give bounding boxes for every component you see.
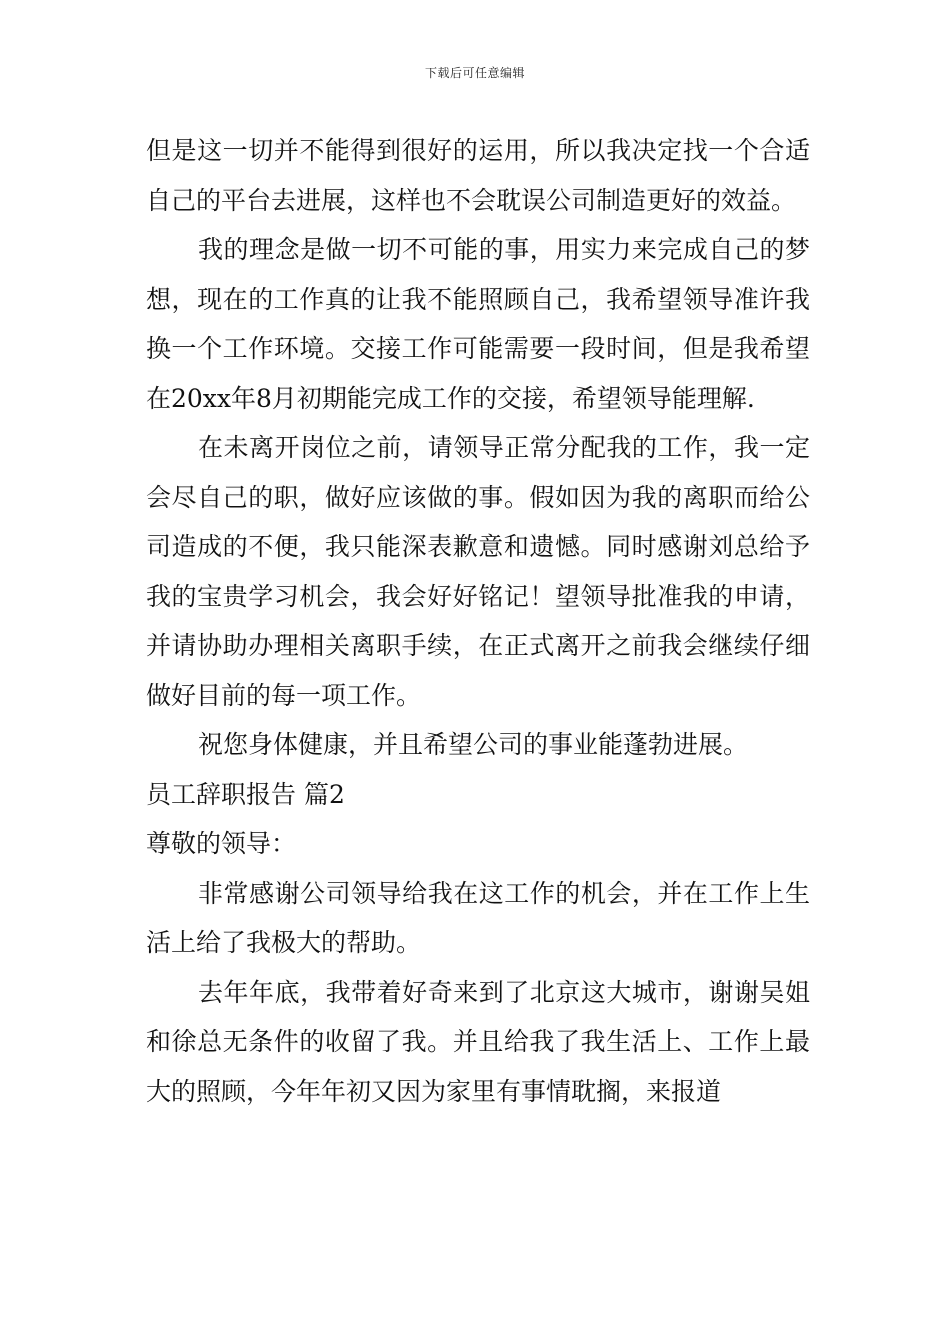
header-note: 下载后可任意编辑 [424, 66, 525, 80]
paragraph-1: 但是这一切并不能得到很好的运用，所以我决定找一个合适自己的平台去进展，这样也不会耽误公司制造更好的效益。 [146, 136, 810, 215]
paragraph-6: 去年年底，我带着好奇来到了北京这大城市，谢谢吴姐和徐总无条件的收留了我。并且给我了我生活上、工作上最大的照顾，今年年初又因为家里有事情耽搁，来报道 [146, 977, 810, 1106]
section-title: 员工辞职报告 篇2 [146, 779, 345, 809]
paragraph-3: 在未离开岗位之前，请领导正常分配我的工作，我一定会尽自己的职，做好应该做的事。假如因为我的离职而给公司造成的不便，我只能深表歉意和遗憾。同时感谢刘总给予我的宝贵学习机会，我会好好铭记！望领导批准我的申请，并请协助办理相关离职手续，在正式离开之前我会继续仔细做好目前的每一项工作。 [146, 433, 810, 710]
salutation: 尊敬的领导： [146, 829, 297, 858]
paragraph-5: 非常感谢公司领导给我在这工作的机会，并在工作上生活上给了我极大的帮助。 [146, 878, 810, 957]
paragraph-4: 祝您身体健康，并且希望公司的事业能蓬勃进展。 [198, 730, 749, 759]
paragraph-2: 我的理念是做一切不可能的事，用实力来完成自己的梦想，现在的工作真的让我不能照顾自己，我希望领导准许我换一个工作环境。交接工作可能需要一段时间，但是我希望在20xx年8月初期能完成工作的交接，希望领导能理解. [146, 235, 810, 413]
document-body [146, 126, 810, 1116]
